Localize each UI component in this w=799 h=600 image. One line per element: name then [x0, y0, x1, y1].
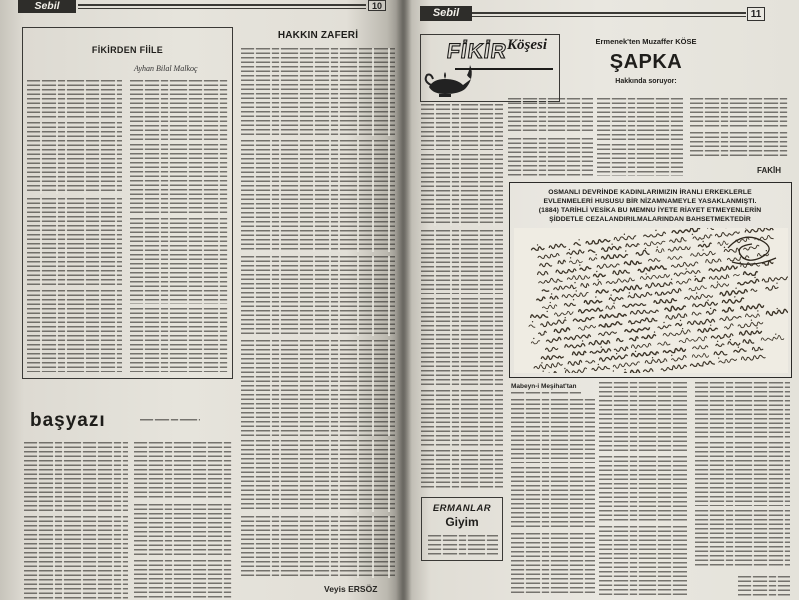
body-text — [24, 516, 128, 600]
body-text — [597, 98, 683, 140]
article-byline: Ermenek'ten Muzaffer KÖSE — [595, 37, 697, 46]
body-text — [27, 122, 122, 194]
logo-word-kosesi: Köşesi — [507, 37, 548, 53]
oil-lamp-icon — [423, 61, 473, 101]
body-text — [511, 533, 595, 595]
body-text — [130, 218, 228, 304]
body-text — [241, 140, 395, 252]
body-text — [130, 144, 228, 214]
body-text — [695, 510, 790, 568]
body-text — [241, 340, 395, 436]
ad-address-text — [428, 535, 498, 555]
headline-line: (1884) TARİHLİ VESİKA BU MEMNU İYETE RİAYET ETMEYENLERİN — [538, 207, 762, 214]
body-text — [27, 198, 122, 286]
body-text — [27, 290, 122, 372]
logo-word-fikir: FİKİR — [445, 40, 509, 63]
body-text — [241, 256, 395, 336]
article-author-signature: Ayhan Bilal Malkoç — [134, 64, 198, 73]
headline-line: OSMANLI DEVRİNDE KADINLARIMIZIN İRANLI ERKEKLERLE — [548, 189, 752, 196]
body-text — [599, 382, 687, 452]
body-text — [690, 98, 788, 128]
header-rule — [78, 4, 366, 6]
headline-line: ŞİDDETLE CEZALANDIRILMALARINDAN BAHSETMEKTEDİR — [549, 216, 751, 223]
body-text — [599, 526, 687, 596]
article-title: HAKKIN ZAFERİ — [277, 30, 359, 41]
body-text — [599, 456, 687, 522]
body-text — [695, 442, 790, 506]
article-subtitle: Hakkında soruyor: — [615, 78, 677, 85]
body-text — [695, 382, 790, 438]
magazine-name-label: Sebil — [420, 6, 472, 21]
caption-heading: Mabeyn-i Meşihat'tan — [511, 383, 577, 390]
body-text — [241, 516, 395, 578]
body-text — [597, 144, 683, 176]
document-headline — [513, 188, 787, 224]
ad-brand: ERMANLAR — [432, 503, 492, 514]
column-logo — [420, 34, 560, 102]
section-title-basyazi: başyazı — [30, 410, 106, 431]
article-title: ŞAPKA — [609, 51, 683, 73]
body-text — [421, 104, 503, 150]
body-text — [421, 390, 503, 446]
header-rule — [78, 8, 366, 9]
ad-category: Giyim — [445, 515, 479, 529]
article-title: FİKİRDEN FİİLE — [91, 45, 164, 55]
body-text — [690, 132, 788, 158]
body-text — [130, 80, 228, 140]
body-text — [134, 442, 232, 500]
header-rule — [472, 12, 746, 14]
article-signature: FAKİH — [757, 166, 781, 175]
body-text — [508, 138, 593, 176]
body-text — [421, 154, 503, 226]
article-author: Veyis ERSÖZ — [324, 584, 378, 594]
caption-subheading — [511, 392, 581, 394]
body-text — [134, 560, 232, 600]
advertisement-box — [421, 497, 503, 561]
header-rule — [472, 16, 746, 17]
body-text — [27, 80, 122, 118]
body-text — [421, 298, 503, 386]
body-text — [130, 308, 228, 372]
body-text — [241, 440, 395, 512]
page-number: 11 — [747, 7, 765, 21]
headline-line: EVLENMELERİ HUSUSU BİR NİZAMNAMEYLE YASAKLANMIŞTI. — [543, 198, 757, 205]
body-text — [511, 399, 595, 463]
body-text — [134, 504, 232, 556]
magazine-name-label: Sebil — [18, 0, 76, 13]
body-text — [508, 98, 593, 134]
continuation-note — [140, 419, 200, 421]
logo-underline — [455, 68, 553, 70]
page-number: 10 — [368, 0, 386, 11]
document-date-signature — [738, 576, 790, 596]
ottoman-manuscript-image — [514, 228, 788, 373]
body-text — [511, 467, 595, 529]
body-text — [421, 450, 503, 490]
body-text — [241, 48, 395, 136]
body-text — [24, 442, 128, 512]
body-text — [421, 230, 503, 294]
binding-gutter — [396, 0, 412, 600]
